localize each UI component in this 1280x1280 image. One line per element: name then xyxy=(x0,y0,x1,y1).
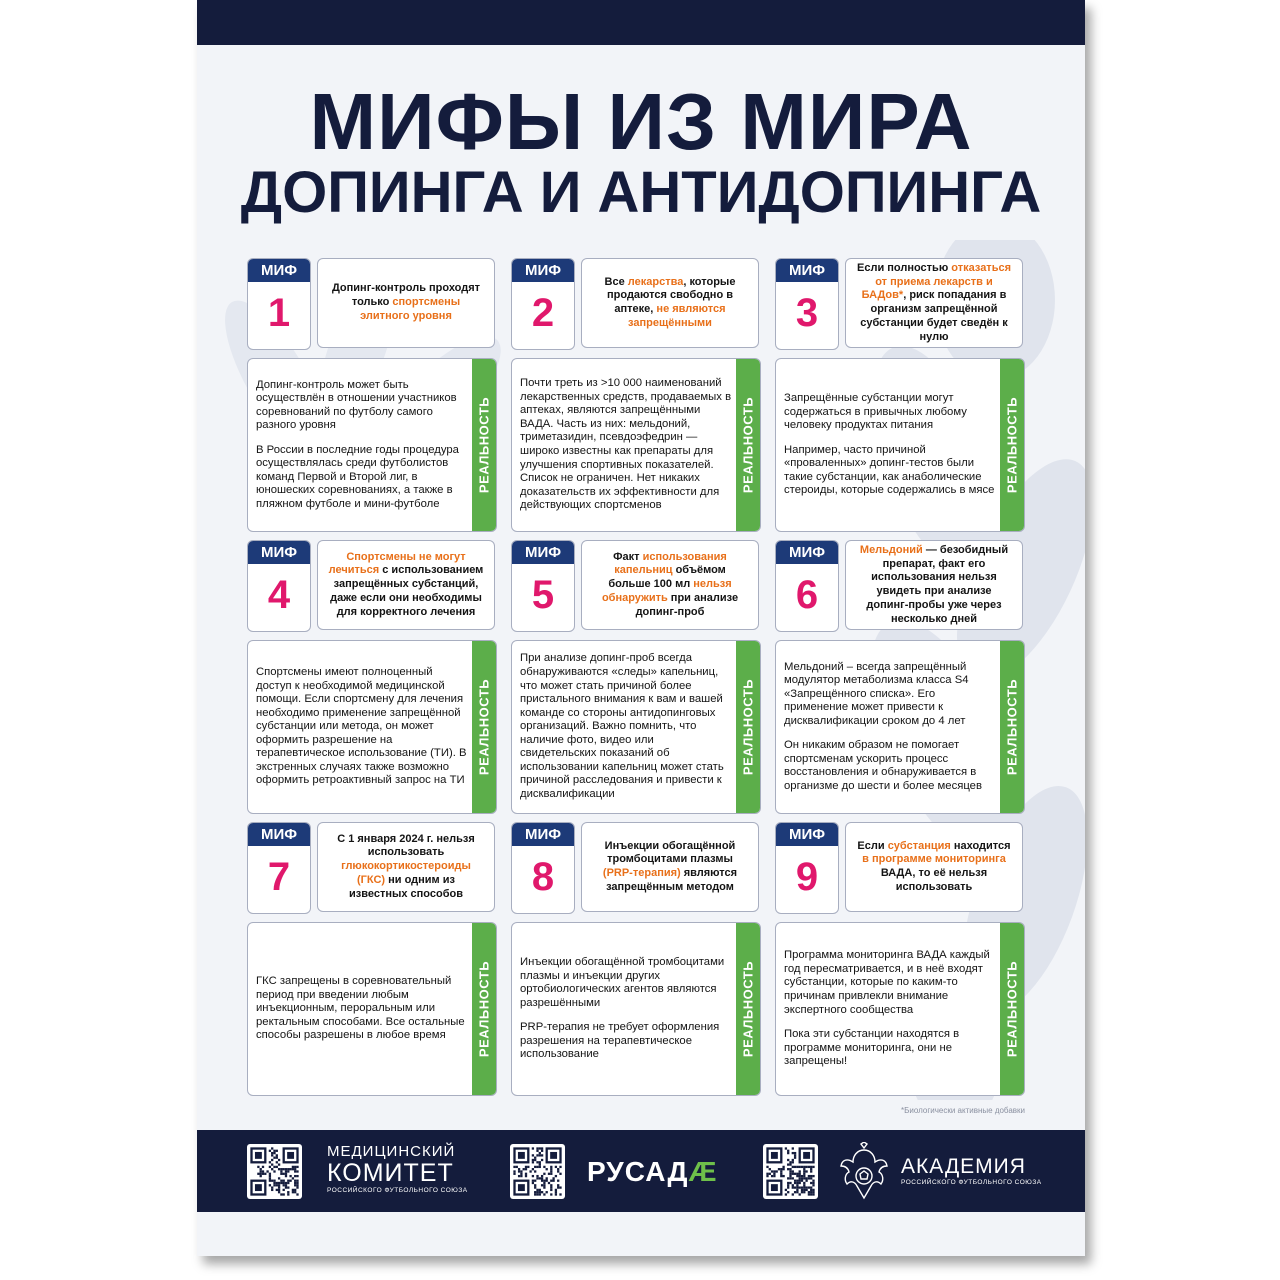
reality-text xyxy=(784,923,996,1095)
myth-label: МИФ xyxy=(248,823,310,846)
reality-paragraph: В России в последние годы процедура осуществлялась среди футболистов команд Первой и Второй лиг, в юношеских соревнованиях, а также в пляжном футболе и мини-футболе xyxy=(256,443,459,510)
reality-card xyxy=(247,358,497,532)
reality-text xyxy=(256,923,468,1095)
reality-paragraph: Запрещённые субстанции могут содержаться в привычных любому человеку продуктах питания xyxy=(784,392,967,432)
myth-text-segment: Факт xyxy=(613,550,643,563)
top-bar xyxy=(197,0,1085,45)
reality-tab xyxy=(1000,641,1024,813)
medical-committee-line3: РОССИЙСКОГО ФУТБОЛЬНОГО СОЮЗА xyxy=(327,1187,468,1194)
reality-label: РЕАЛЬНОСТЬ xyxy=(476,678,492,776)
myth-highlight: субстанция xyxy=(887,839,951,852)
myth-highlight: глюкокортикостероиды (ГКС) xyxy=(341,860,471,886)
myth-number: 9 xyxy=(795,855,819,899)
reality-paragraph: Почти треть из >10 000 наименований лекарственных средств, продаваемых в аптеках, являются запрещёнными ВАДА. Часть из них: мельдоний, триметазидин, псевдоэфедрин — широко известны как препараты для улучшения спортивных показателей. Список не ограничен. Нет никаких доказательств их эффективности для действующих спортсменов xyxy=(520,377,732,512)
medical-committee-logo xyxy=(327,1143,468,1195)
myth-label: МИФ xyxy=(248,541,310,564)
poster-title-line1: МИФЫ ИЗ МИРА xyxy=(309,77,973,166)
myth-text-segment: Допинг-контроль проходят только xyxy=(331,282,481,309)
reality-paragraph: Инъекции обогащённой тромбоцитами плазмы и инъекции других ортобиологических агентов являются разрешёнными xyxy=(520,956,725,1009)
myth-badge xyxy=(511,822,575,914)
reality-text xyxy=(520,923,732,1095)
myth-number: 7 xyxy=(267,855,291,899)
myth-text xyxy=(328,282,484,323)
qr-code-rusada[interactable] xyxy=(510,1144,565,1199)
reality-card xyxy=(775,640,1025,814)
myth-badge xyxy=(247,258,311,350)
myth-highlight: нельзя обнаружить xyxy=(601,578,732,604)
myth-text-segment: Если xyxy=(857,839,888,852)
myth-statement xyxy=(845,258,1023,348)
myth-text-segment: являются запрещённым методом xyxy=(606,867,738,893)
medical-committee-line2: КОМИТЕТ xyxy=(327,1159,454,1187)
myth-highlight: спортсмены элитного уровня xyxy=(360,296,461,322)
reality-text xyxy=(256,359,468,531)
myth-badge xyxy=(511,258,575,350)
myth-text-segment: С 1 января 2024 г. нельзя использовать xyxy=(337,832,475,859)
myth-text-segment: — безобидный препарат, факт его использования нельзя увидеть при анализе допинг-пробы уже через несколько дней xyxy=(866,543,1009,625)
myth-text xyxy=(592,551,748,620)
reality-card xyxy=(511,640,761,814)
reality-card xyxy=(247,922,497,1096)
reality-tab xyxy=(1000,359,1024,531)
reality-paragraph: Спортсмены имеют полноценный доступ к необходимой медицинской помощи. Если спортсмену для лечения необходимо применение запрещённой субстанции или метода, он может оформить разрешение на терапевтическое использование (ТИ). В экстренных случаях также возможно оформить ретроактивный запрос на ТИ xyxy=(256,666,467,787)
myth-text xyxy=(328,551,484,620)
reality-label: РЕАЛЬНОСТЬ xyxy=(476,396,492,494)
rusada-ae: Æ xyxy=(688,1156,718,1187)
academy-line1: АКАДЕМИЯ xyxy=(901,1155,1026,1178)
myth-text xyxy=(856,544,1012,627)
myth-text-segment: находится xyxy=(950,839,1011,852)
myth-text-segment: Инъекции обогащённой тромбоцитами плазмы xyxy=(604,839,736,866)
reality-label: РЕАЛЬНОСТЬ xyxy=(740,960,756,1058)
rusada-logo xyxy=(587,1156,717,1188)
reality-text xyxy=(784,641,996,813)
myth-statement xyxy=(581,540,759,630)
medical-committee-line1: МЕДИЦИНСКИЙ xyxy=(327,1143,456,1160)
poster-title-line2: ДОПИНГА И АНТИДОПИНГА xyxy=(240,160,1042,225)
myth-highlight: лекарства xyxy=(627,275,684,288)
reality-label: РЕАЛЬНОСТЬ xyxy=(1004,678,1020,776)
reality-tab xyxy=(736,923,760,1095)
myth-badge xyxy=(511,540,575,632)
myth-label: МИФ xyxy=(512,823,574,846)
myth-badge xyxy=(247,540,311,632)
myth-label: МИФ xyxy=(776,259,838,282)
reality-paragraph: Мельдоний – всегда запрещённый модулятор метаболизма класса S4 «Запрещённого списка». Его применение может привести к дисквалификации сроком до 4 лет xyxy=(784,660,969,727)
reality-card xyxy=(511,922,761,1096)
myth-label: МИФ xyxy=(248,259,310,282)
myth-highlight: использования капельниц xyxy=(614,550,727,577)
reality-tab xyxy=(736,641,760,813)
myth-text-segment: Если полностью xyxy=(857,261,952,274)
rusada-text: РУСАД xyxy=(587,1156,689,1187)
reality-text xyxy=(784,359,996,531)
myth-highlight: Спортсмены не могут лечиться xyxy=(328,550,466,577)
reality-card xyxy=(511,358,761,532)
myth-label: МИФ xyxy=(776,823,838,846)
reality-card xyxy=(247,640,497,814)
myth-text-segment: , которые продаются свободно в аптеке, xyxy=(607,275,736,315)
footer xyxy=(197,1130,1085,1212)
myth-highlight: * xyxy=(898,289,904,302)
myth-statement xyxy=(845,540,1023,630)
reality-paragraph: Допинг-контроль может быть осуществлён в отношении участников соревнований по футболу самого разного уровня xyxy=(256,378,457,432)
myth-text xyxy=(592,276,748,331)
reality-label: РЕАЛЬНОСТЬ xyxy=(1004,396,1020,494)
reality-paragraph: Он никаким образом не помогает спортсменам ускорить процесс восстановления и обнаруживается в организме до шести и более месяцев xyxy=(784,739,982,792)
reality-paragraph: Например, часто причиной «проваленных» допинг-тестов были такие субстанции, как анаболические стероиды, которые содержались в мясе xyxy=(784,443,995,497)
reality-paragraph: PRP-терапия не требует оформления разрешения на терапевтическое использование xyxy=(520,1021,720,1061)
reality-tab xyxy=(472,359,496,531)
myth-number: 1 xyxy=(267,291,291,335)
myth-highlight: в программе мониторинга xyxy=(862,853,1006,866)
reality-paragraph: При анализе допинг-проб всегда обнаруживаются «следы» капельниц, что может стать причиной более пристального внимания к вам и вашей команде со стороны антидопинговых организаций. Важно помнить, что наличие фото, видео или свидетельских показаний об использовании капельниц может стать причиной расследования и привести к дисквалификации xyxy=(520,652,724,800)
myth-badge xyxy=(775,258,839,350)
qr-code-academy[interactable] xyxy=(763,1144,818,1199)
myth-highlight: не являются запрещёнными xyxy=(628,303,726,329)
reality-tab xyxy=(736,359,760,531)
myth-highlight: Мельдоний xyxy=(859,543,923,556)
myth-statement xyxy=(845,822,1023,912)
myth-text xyxy=(856,840,1012,895)
reality-card xyxy=(775,358,1025,532)
myth-text-segment: объёмом больше 100 мл xyxy=(608,564,726,591)
footnote: *Биологически активные добавки xyxy=(901,1106,1025,1115)
poster xyxy=(197,0,1085,1256)
myth-text xyxy=(328,833,484,902)
myth-label: МИФ xyxy=(776,541,838,564)
rfu-eagle-emblem-icon xyxy=(839,1142,889,1200)
reality-tab xyxy=(472,641,496,813)
myth-text xyxy=(856,262,1012,345)
myth-text-segment: Все xyxy=(604,275,628,288)
reality-paragraph: ГКС запрещены в соревновательный период при введении любым инъекционным, пероральным или ректальным способами. Все остальные способы разрешены в любое время xyxy=(256,975,465,1042)
reality-paragraph: Пока эти субстанции находятся в программе мониторинга, они не запрещены! xyxy=(784,1028,960,1068)
myth-number: 4 xyxy=(267,573,291,617)
myth-statement xyxy=(317,822,495,912)
reality-label: РЕАЛЬНОСТЬ xyxy=(1004,960,1020,1058)
reality-card xyxy=(775,922,1025,1096)
myth-badge xyxy=(775,540,839,632)
myth-text xyxy=(592,840,748,895)
myth-statement xyxy=(317,258,495,348)
reality-paragraph: Программа мониторинга ВАДА каждый год пересматривается, и в неё входят субстанции, которые по каким-то причинам привлекли внимание экспертного сообщества xyxy=(784,949,990,1016)
academy-logo xyxy=(901,1156,1042,1187)
reality-tab xyxy=(1000,923,1024,1095)
myth-statement xyxy=(581,258,759,348)
reality-text xyxy=(520,641,732,813)
myth-text-segment: ВАДА, то её нельзя использовать xyxy=(880,867,988,893)
myth-label: МИФ xyxy=(512,259,574,282)
myth-text-segment: при анализе допинг-проб xyxy=(635,591,739,618)
myth-highlight: отказаться от приема лекарств и БАДов xyxy=(861,261,1011,302)
myth-number: 3 xyxy=(795,291,819,335)
reality-text xyxy=(520,359,732,531)
myth-number: 8 xyxy=(531,855,555,899)
myth-text-segment: ни одним из известных способов xyxy=(349,873,463,900)
myth-badge xyxy=(775,822,839,914)
myth-badge xyxy=(247,822,311,914)
myth-text-segment: с использованием запрещённых субстанций, даже если они необходимы для корректного лечения xyxy=(330,564,484,618)
reality-label: РЕАЛЬНОСТЬ xyxy=(740,678,756,776)
myth-text-segment: , риск попадания в организм запрещённой субстанции будет сведён к нулю xyxy=(860,289,1008,343)
myth-statement xyxy=(581,822,759,912)
reality-tab xyxy=(472,923,496,1095)
reality-text xyxy=(256,641,468,813)
myth-number: 2 xyxy=(531,291,555,335)
reality-label: РЕАЛЬНОСТЬ xyxy=(740,396,756,494)
myth-statement xyxy=(317,540,495,630)
academy-line2: РОССИЙСКОГО ФУТБОЛЬНОГО СОЮЗА xyxy=(901,1179,1042,1186)
reality-label: РЕАЛЬНОСТЬ xyxy=(476,960,492,1058)
qr-code-medical[interactable] xyxy=(247,1144,302,1199)
myth-number: 6 xyxy=(795,573,819,617)
myth-label: МИФ xyxy=(512,541,574,564)
myth-number: 5 xyxy=(531,573,555,617)
myth-highlight: (PRP-терапия) xyxy=(602,867,681,879)
